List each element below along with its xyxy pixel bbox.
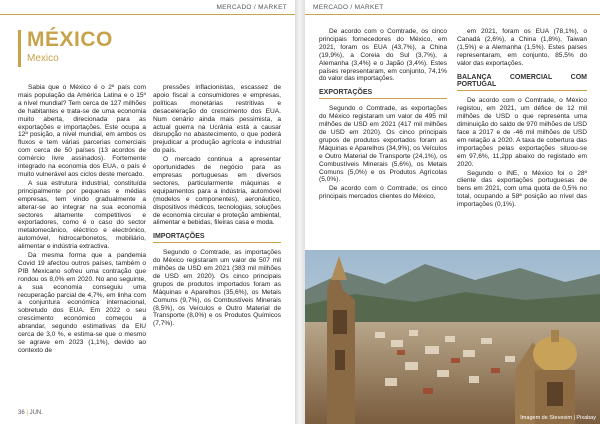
paragraph: De acordo com o Comtrade, os cinco principais mercados clientes do México,: [319, 185, 447, 201]
section-heading-balanca: BALANÇA COMERCIAL COM PORTUGAL: [457, 74, 587, 92]
page-footer: [18, 410, 43, 416]
paragraph: Sabia que o México é o 2º país com mais população da América Latina e o 15º a nível mundial? Tem cerca de 127 milhões de habitantes e trata-se de uma economia muito aberta, direcionada para as exportações e importações. Este ocupa a 12ª posição, a nível mundial, em ambos os fluxos e tem várias parcerias comerciais com cerca de 50 países (13 acordos de comércio livre assinados). Fortemente integrado na economia dos EUA, o país é muito vulnerável aos ciclos deste mercado.: [18, 84, 146, 178]
paragraph: Segundo o Comtrade, as importações do México registaram um valor de 507 mil milhões de USD em 2021 (383 mil milhões de USD em 2020). Os cinco principais grupos de produtos importados foram as Máquinas e Aparelhos (35,6%), os Metais Comuns (9,7%), os Combustíveis Minerais (8,5%), os Veículos e Outro Material de Transporte (8,0%) e os Produtos Químicos (7,7%).: [153, 249, 281, 328]
page-number: 36: [18, 410, 25, 416]
issue-month: JUN.: [29, 410, 43, 416]
running-header: MERCADO / MARKET: [313, 4, 384, 11]
article-column-1: [18, 84, 146, 356]
paragraph: Segundo o Comtrade, as exportações do México registaram um valor de 495 mil milhões de USD em 2021 (417 mil milhões de USD em 2020). Os cinco principais grupos de produtos exportados foram as Máquinas e Aparelhos (34,9%), os Veículos e Outro Material de Transporte (24,1%), os Combustíveis Minerais (5,6%), os Metais Comuns (5,0%) e os Produtos Agrícolas (5,0%).: [319, 105, 447, 184]
left-page: [0, 0, 295, 424]
photo-illustration: [305, 250, 600, 424]
footer-separator: |: [26, 410, 30, 416]
title-accent-bar: [18, 30, 21, 67]
right-page: [305, 0, 600, 424]
paragraph: De acordo com o Comtrade, o México registou, em 2021, um défice de 12 mil milhões de USD o que representa uma diminuição do saldo de 970 milhões de USD face a 2017 e de -46 mil milhões de USD em relação a 2020. A taxa de cobertura das importações pelas exportações situou-se em 97,6%, 11,2pp abaixo do registado em 2020.: [457, 97, 587, 168]
running-header: MERCADO / MARKET: [216, 4, 287, 11]
paragraph: A sua estrutura industrial, constituída principalmente por pequenas e médias empresas, tem vindo gradualmente a alterar-se ao integrar na sua economia sectores altamente competitivos e exportadores, como é o caso do sector metalomecânico, eléctrico e electrónico, automóvel, hidrocarbonetos, mobiliário, alimentar e indústria extractiva.: [18, 179, 146, 251]
page-subtitle: Mexico: [27, 53, 59, 64]
article-column-2: [153, 84, 281, 329]
article-column-3: [319, 28, 447, 202]
paragraph: pressões inflacionistas, escassez de apoio fiscal a consumidores e empresas, políticas monetárias restritivas e desaceleração do crescimento dos EUA. Num cenário ainda mais pessimista, a actual guerra na Ucrânia está a causar disrupção no abastecimento, o que poderá prejudicar a produção agrícola e industrial do país.: [153, 84, 281, 155]
header-rule: [0, 14, 295, 15]
paragraph: em 2021, foram os EUA (78,1%), o Canadá (2,6%), a China (1,8%), Taiwan (1,5%) e a Alemanha (1,5%). Estes países representaram, em conjunto, 85,5% do valor das exportações.: [457, 28, 587, 67]
paragraph: Segundo o INE, o México foi o 28º cliente das exportações portuguesas de bens em 2021, com uma quota de 0,5% no total, ocupando a 58ª posição ao nível das importações (0,1%).: [457, 169, 587, 209]
page-gutter: [295, 0, 305, 424]
photo-credit: Imagem de Stevesim | Pixabay: [520, 415, 596, 421]
paragraph: De acordo com o Comtrade, os cinco principais fornecedores do México, em 2021, foram os EUA (43,7%), a China (19,9%), a Coreia do Sul (3,7%), a Alemanha (3,4%) e o Japão (3,4%). Estes países representaram, em conjunto, 74,1% do valor das importações.: [319, 28, 447, 83]
paragraph: O mercado continua a apresentar oportunidades de negócio para as empresas portuguesas em diversos sectores, particularmente máquinas e equipamentos para a indústria, automóvel (modelos e componentes), aeronáutico, dispositivos médicos, tecnologias, soluções de economia circular e proteção ambiental, alimentar e bebidas, fileiras casa e moda.: [153, 156, 281, 227]
article-column-4: [457, 28, 587, 210]
city-photo: [305, 250, 600, 424]
header-rule: [305, 14, 600, 15]
page-title: MÉXICO: [27, 28, 113, 51]
section-heading-exportacoes: EXPORTAÇÕES: [319, 89, 447, 99]
paragraph: Da mesma forma que a pandemia Covid 19 afectou outros países, também o PIB Mexicano sofreu uma contração que rondou os 8,0% em 2020. No ano seguinte, a sua economia conseguiu uma recuperação parcial de 4,7%, em linha com a conjuntura económica internacional, sobretudo dos EUA. Em 2022 o seu crescimento económico começou a abrandar, segundo estimativas da EIU cerca de 3,0 %, e estima-se que o mesmo se agrave em 2023 (1,1%), devido ao contexto de: [18, 252, 146, 354]
section-heading-importacoes: IMPORTAÇÕES: [153, 233, 281, 243]
